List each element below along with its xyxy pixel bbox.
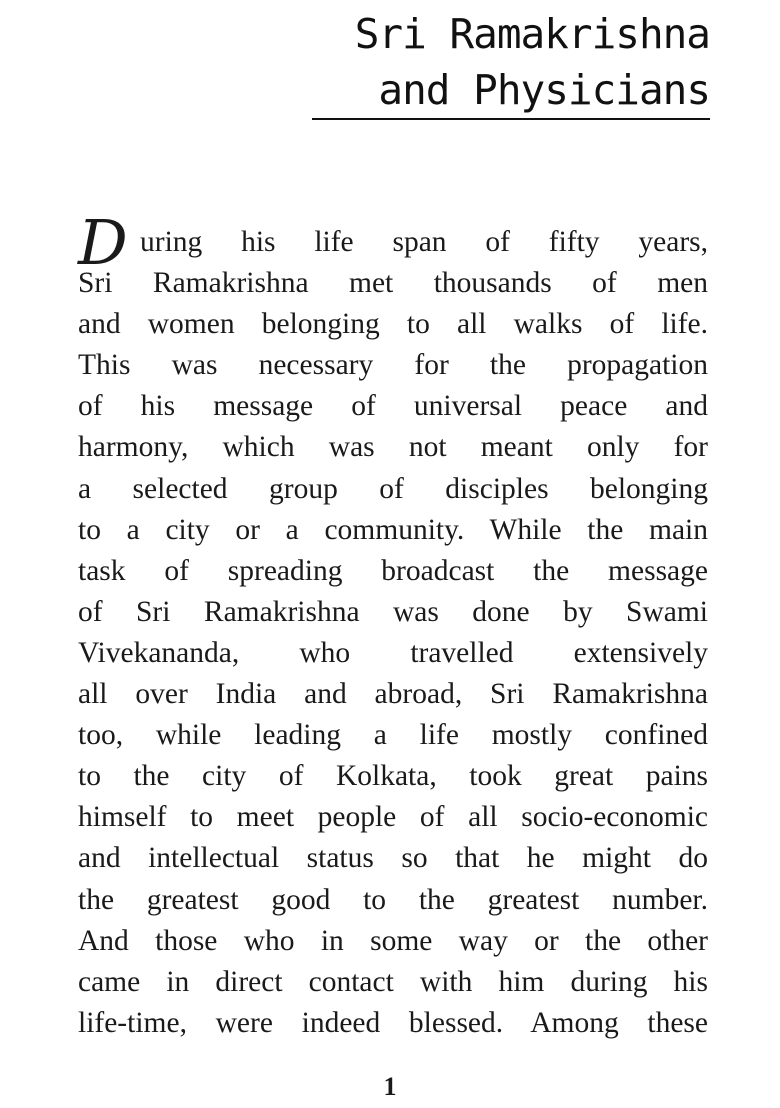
text-line: the greatest good to the greatest number. (78, 883, 708, 916)
title-underline (312, 118, 710, 120)
text-line: himself to meet people of all socio-economic (78, 801, 708, 834)
text-line: and women belonging to all walks of life. (78, 308, 708, 341)
text-line: This was necessary for the propagation (78, 349, 708, 382)
text-line: of his message of universal peace and (78, 390, 708, 423)
first-line (78, 206, 708, 280)
drop-cap: D (78, 206, 128, 280)
text-line: and intellectual status so that he might do (78, 842, 708, 875)
text-line: came in direct contact with him during his (78, 965, 708, 998)
text-line: harmony, which was not meant only for (78, 431, 708, 464)
text-line: of Sri Ramakrishna was done by Swami (78, 595, 708, 628)
text-line: all over India and abroad, Sri Ramakrishna (78, 678, 708, 711)
chapter-title-line-1: Sri Ramakrishna (354, 10, 710, 58)
text-line: Vivekananda, who travelled extensively (78, 636, 708, 669)
text-line: task of spreading broadcast the message (78, 554, 708, 587)
text-line: And those who in some way or the other (78, 924, 708, 957)
text-line: too, while leading a life mostly confined (78, 719, 708, 752)
page-number: 1 (383, 1072, 397, 1101)
body-text (78, 206, 708, 1044)
text-line: a selected group of disciples belonging (78, 472, 708, 505)
first-line-text: uring his life span of fifty years, (140, 226, 708, 258)
text-line: to the city of Kolkata, took great pains (78, 760, 708, 793)
text-line: life-time, were indeed blessed. Among these (78, 1006, 708, 1039)
chapter-title-line-2: and Physicians (378, 66, 710, 114)
text-line: Sri Ramakrishna met thousands of men (78, 267, 708, 300)
text-line: to a city or a community. While the main (78, 513, 708, 546)
